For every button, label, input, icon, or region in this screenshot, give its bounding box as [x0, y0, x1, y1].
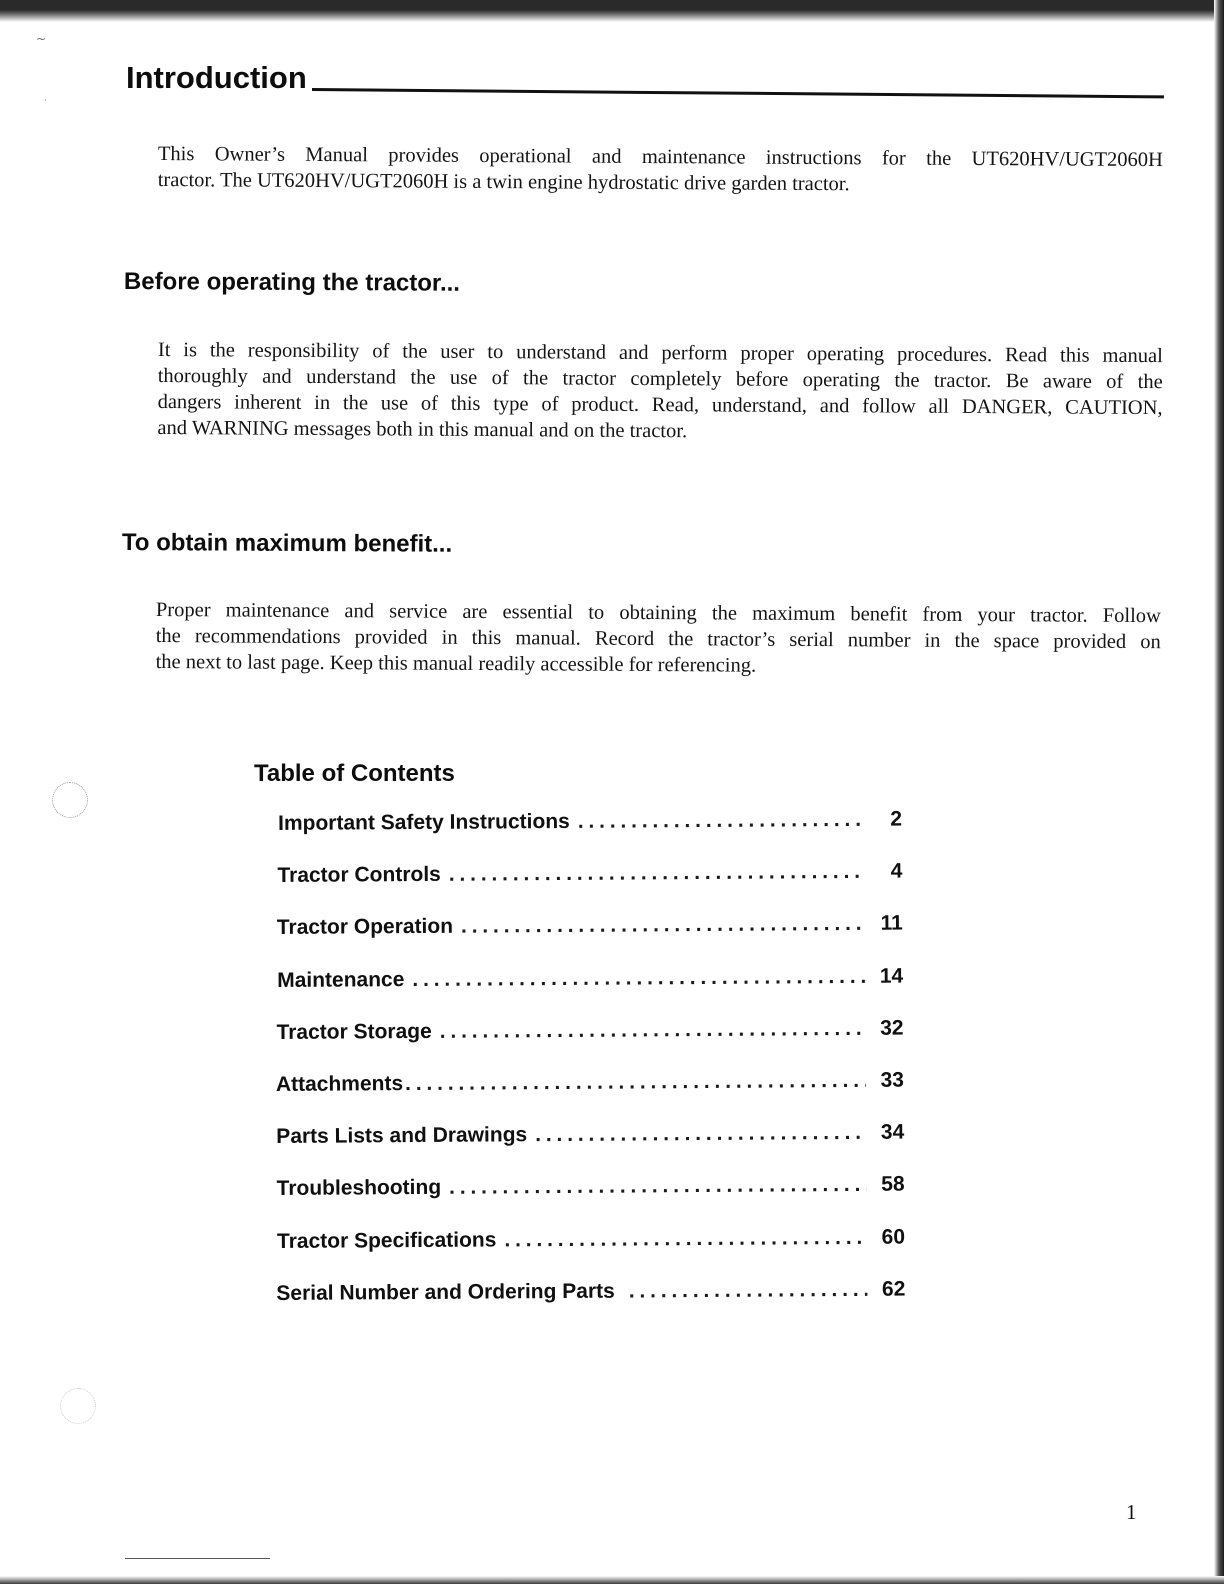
intro-line: tractor. The UT620HV/UGT2060H is a twin engine hydrostatic drive garden tractor. [157, 168, 850, 196]
toc-entry-page: 33 [880, 1068, 904, 1092]
toc-entry-page: 32 [880, 1016, 904, 1040]
page-title: Introduction [126, 60, 307, 95]
page-number: 1 [1126, 1500, 1137, 1524]
scan-speck: ~ [36, 32, 47, 46]
toc-entry-page: 60 [881, 1225, 906, 1249]
toc-dot-leader [461, 912, 865, 939]
toc-entry-page: 34 [880, 1120, 905, 1144]
toc-entry[interactable] [274, 1121, 904, 1178]
toc-dot-leader [578, 808, 864, 834]
before-operating-line: and WARNING messages both in this manual and on the tractor. [157, 416, 688, 443]
toc-entry[interactable] [275, 1225, 905, 1282]
toc-entry-label: Maintenance [277, 967, 405, 992]
section-heading-maximum-benefit: To obtain maximum benefit... [121, 529, 453, 558]
before-operating-paragraph [157, 337, 1163, 447]
toc-entry[interactable] [274, 1069, 904, 1126]
toc-entry-label: Important Safety Instructions [277, 809, 570, 835]
toc-dot-leader [535, 1121, 866, 1147]
toc-entry[interactable] [272, 860, 902, 917]
toc-entry-page: 58 [881, 1172, 905, 1197]
toc-entry-page: 62 [881, 1277, 906, 1301]
intro-line: This Owner’s Manual provides operational and maintenance instructions for the UT620HV/UGT2060H [157, 142, 1163, 172]
toc-entry[interactable] [272, 808, 902, 865]
intro-paragraph [158, 141, 1163, 199]
toc-entry[interactable] [275, 1277, 905, 1334]
toc-entry[interactable] [273, 1016, 903, 1073]
maximum-benefit-paragraph [156, 597, 1161, 681]
toc-entry-label: Troubleshooting [276, 1176, 442, 1201]
toc-entry[interactable] [273, 964, 903, 1021]
toc-dot-leader [449, 860, 865, 887]
scan-edge-top [0, 0, 1224, 22]
section-heading-before-operating: Before operating the tractor... [123, 268, 461, 297]
scan-edge-bottom [0, 1576, 1224, 1584]
toc-entry-label: Parts Lists and Drawings [276, 1123, 528, 1149]
punch-hole-mark [60, 1388, 96, 1424]
toc-entry-page: 4 [890, 859, 903, 883]
table-of-contents [272, 808, 906, 1334]
toc-entry-page: 2 [890, 807, 903, 831]
scan-edge-right [1214, 0, 1224, 1584]
toc-entry[interactable] [273, 912, 903, 969]
toc-entry-page: 11 [880, 911, 903, 936]
toc-entry-label: Tractor Storage [276, 1019, 432, 1044]
scan-speck: · [44, 96, 47, 106]
maximum-benefit-line: the next to last page. Keep this manual readily accessible for referencing. [155, 650, 757, 677]
before-operating-line: It is the responsibility of the user to understand and perform proper operating procedures. Read this manual [157, 338, 1163, 368]
punch-hole-mark [52, 782, 88, 818]
maximum-benefit-line: Proper maintenance and service are essential to obtaining the maximum benefit from your tractor. Follow [155, 598, 1161, 628]
toc-entry-label: Tractor Controls [277, 863, 441, 888]
toc-entry-label: Tractor Specifications [276, 1227, 497, 1253]
toc-dot-leader [629, 1278, 868, 1304]
before-operating-line: dangers inherent in the use of this type of product. Read, understand, and follow all DANGER, CAUTION, [157, 390, 1163, 420]
toc-entry-label: Tractor Operation [276, 915, 454, 940]
intro-section [126, 56, 1164, 100]
toc-entry-label: Serial Number and Ordering Parts [276, 1279, 615, 1305]
scan-mark [125, 1558, 270, 1559]
toc-dot-leader [405, 1069, 866, 1096]
toc-dot-leader [440, 1017, 866, 1044]
toc-heading: Table of Contents [254, 760, 455, 787]
toc-entry-page: 14 [879, 964, 904, 988]
maximum-benefit-line: the recommendations provided in this manual. Record the tractor’s serial number in the space provided on [155, 624, 1161, 654]
toc-entry-label: Attachments [275, 1072, 404, 1096]
before-operating-line: thoroughly and understand the use of the tractor completely before operating the tractor. Be aware of the [157, 364, 1163, 394]
toc-dot-leader [412, 964, 865, 991]
toc-dot-leader [504, 1225, 867, 1252]
toc-dot-leader [449, 1173, 867, 1200]
toc-entry[interactable] [275, 1173, 905, 1230]
